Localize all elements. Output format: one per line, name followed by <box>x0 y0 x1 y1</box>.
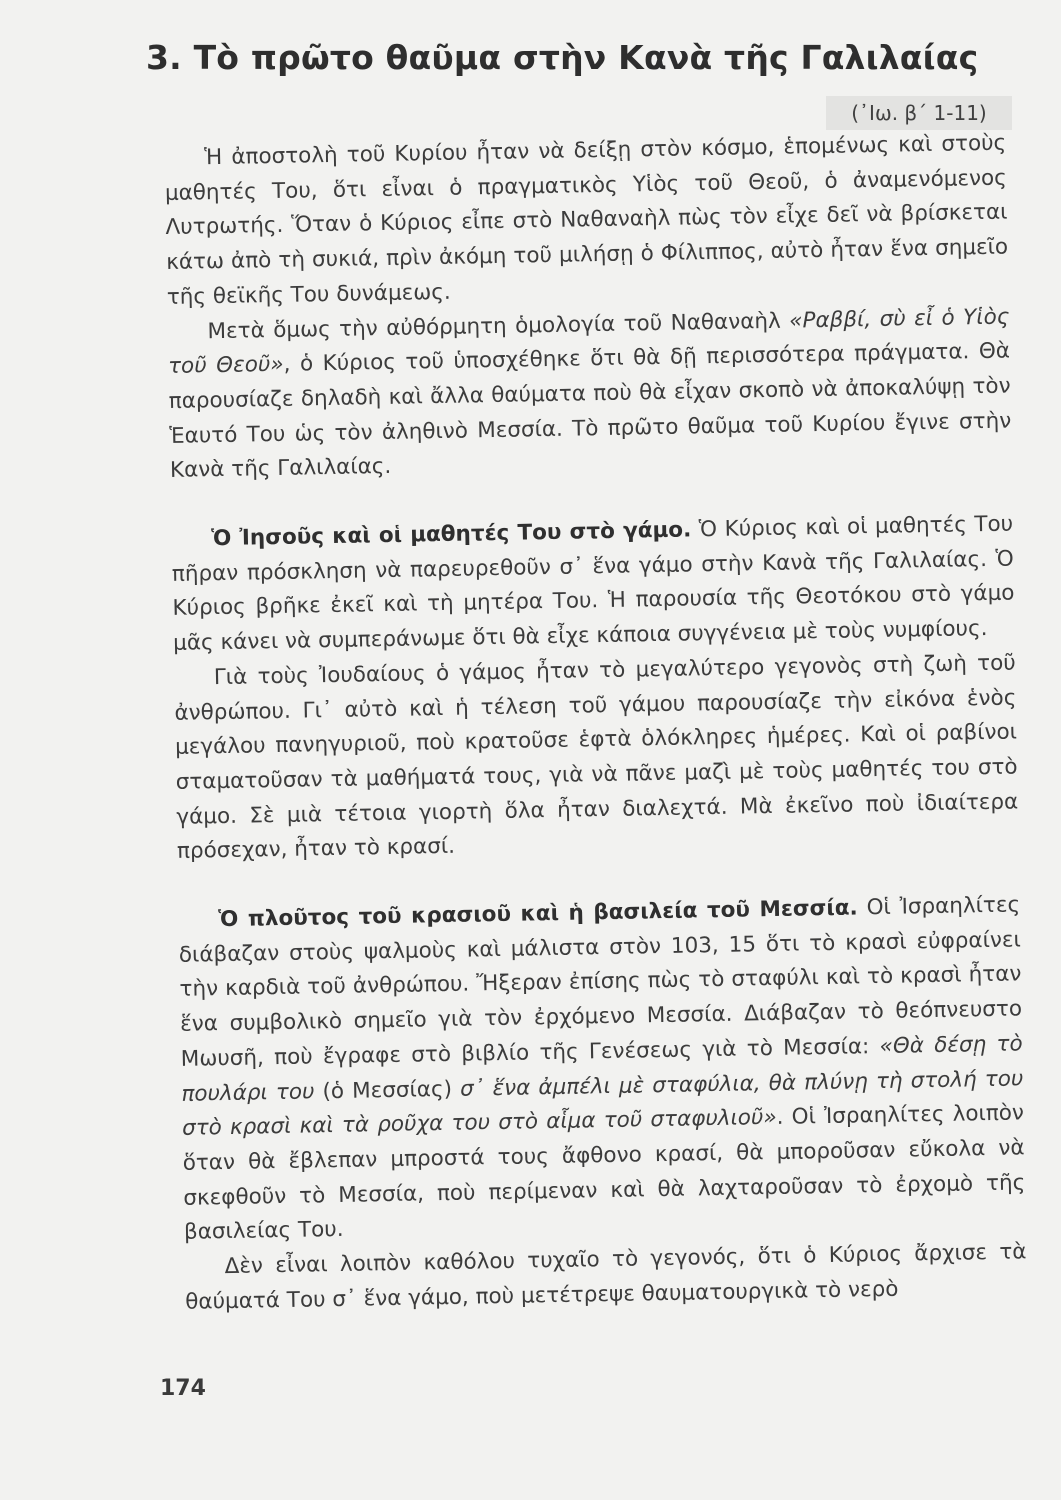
genesis-quote-a: «Θὰ δέσῃ τὸ πουλάρι του <box>181 1031 1023 1107</box>
section-wedding <box>171 508 1015 662</box>
section-heading-wine: Ὁ πλοῦτος τοῦ κρασιοῦ καὶ ἡ βασιλεία τοῦ Μεσσία. <box>218 895 858 933</box>
chapter-title: 3. Τὸ πρῶτο θαῦμα στὴν Κανὰ τῆς Γαλιλαίας <box>146 38 979 77</box>
section-wine-text-a: Οἱ Ἰσραηλίτες διάβαζαν στοὺς ψαλμοὺς καὶ μάλιστα στὸν 103, 15 ὅτι τὸ κρασὶ εὐφραίνει τὴν καρδιὰ τοῦ ἀνθρώπου. Ἤξεραν ἐπίσης πὼς τὸ σταφύλι καὶ τὸ κρασὶ ἦταν ἕνα συμβολικὸ σημεῖο γιὰ τὸν ἐρχόμενο Μεσσία. Διάβαζαν τὸ θεόπνευστο Μωυσῆ, ποὺ ἔγραφε στὸ βιβλίο τῆς Γενέσεως γιὰ τὸ Μεσσία: <box>178 892 1023 1072</box>
paragraph-intro: Ἡ ἀποστολὴ τοῦ Κυρίου ἦταν νὰ δείξῃ στὸν κόσμο, ἑπομένως καὶ στοὺς μαθητές Του, ὅτι εἶναι ὁ πραγματικὸς Υἱὸς τοῦ Θεοῦ, ὁ ἀναμενόμενος Λυτρωτής. Ὅταν ὁ Κύριος εἶπε στὸ Ναθαναὴλ πὼς τὸν εἶχε δεῖ νὰ βρίσκεται κάτω ἀπὸ τὴ συκιά, πρὶν ἀκόμη τοῦ μιλήσῃ ὁ Φίλιππος, αὐτὸ ἦταν ἕνα σημεῖο τῆς θεϊκῆς Του δυνάμεως. <box>164 130 1009 310</box>
genesis-quote-b: σ᾿ ἕνα ἀμπέλι μὲ σταφύλια, θὰ πλύνῃ τὴ στολή του στὸ κρασὶ καὶ τὰ ροῦχα του στὸ αἷμα τοῦ σταφυλιοῦ» <box>181 1065 1024 1142</box>
section-wine <box>178 889 1026 1251</box>
paragraph-conclusion: Δὲν εἶναι λοιπὸν καθόλου τυχαῖο τὸ γεγονός, ὅτι ὁ Κύριος ἄρχισε τὰ θαύματά Του σ᾿ ἕνα γάμο, ποὺ μετέτρεψε θαυματουργικὰ τὸ νερὸ <box>185 1239 1027 1315</box>
page-number: 174 <box>160 1376 206 1401</box>
paragraph-confession-start: Μετὰ ὅμως τὴν αὐθόρμητη ὁμολογία τοῦ Ναθαναὴλ <box>207 308 790 344</box>
scripture-reference: (᾿Ιω. β΄ 1-11) <box>826 96 1012 130</box>
nathanael-quote: «Ραββί, σὺ εἶ ὁ Υἱὸς τοῦ Θεοῦ» <box>167 304 1010 380</box>
paragraph-jewish-wedding: Γιὰ τοὺς Ἰουδαίους ὁ γάμος ἦταν τὸ μεγαλύτερο γεγονὸς στὴ ζωὴ τοῦ ἀνθρώπου. Γι᾿ αὐτὸ καὶ ἡ τέλεση τοῦ γάμου παρουσίαζε τὴν εἰκόνα ἑνὸς μεγάλου πανηγυριοῦ, ποὺ κρατοῦσε ἑφτὰ ὁλόκληρες ἡμέρες. Καὶ οἱ ραβίνοι σταματοῦσαν τὰ μαθήματά τους, γιὰ νὰ πᾶνε μαζὶ μὲ τοὺς μαθητές του στὸ γάμο. Σὲ μιὰ τέτοια γιορτὴ ὅλα ἦταν διαλεχτά. Μὰ ἐκεῖνο ποὺ ἰδιαίτερα πρόσεχαν, ἦταν τὸ κρασί. <box>174 650 1019 865</box>
paragraph-confession-end: , ὁ Κύριος τοῦ ὑποσχέθηκε ὅτι θὰ δῇ περισσότερα πράγματα. Θὰ παρουσίαζε δηλαδὴ καὶ ἄλλα θαύματα ποὺ θὰ εἶχαν σκοπὸ νὰ ἀποκαλύψῃ τὸν Ἑαυτό Του ὡς τὸν ἀληθινὸ Μεσσία. Τὸ πρῶτο θαῦμα τοῦ Κυρίου ἔγινε στὴν Κανὰ τῆς Γαλιλαίας. <box>168 338 1012 484</box>
section-wine-text-b: . Οἱ Ἰσραηλίτες λοιπὸν ὅταν θὰ ἔβλεπαν μπροστά τους ἄφθονο κρασί, θὰ μποροῦσαν εὔκολα νὰ σκεφθοῦν τὸ Μεσσία, ποὺ περίμεναν καὶ θὰ λαχταροῦσαν τὸ ἐρχομὸ τῆς βασιλείας Του. <box>182 1100 1026 1246</box>
body-text <box>164 127 1027 1321</box>
section-wedding-text: Ὁ Κύριος καὶ οἱ μαθητές Του πῆραν πρόσκληση νὰ παρευρεθοῦν σ᾿ ἕνα γάμο στὴν Κανὰ τῆς Γαλιλαίας. Ὁ Κύριος βρῆκε ἐκεῖ καὶ τὴ μητέρα Του. Ἡ παρουσία τῆς Θεοτόκου στὸ γάμο μᾶς κάνει νὰ συμπεράνωμε ὅτι θὰ εἶχε κάποια συγγένεια μὲ τοὺς νυμφίους. <box>171 511 1015 657</box>
genesis-parenthetical: (ὁ Μεσσίας) <box>314 1076 461 1104</box>
section-heading-wedding: Ὁ Ἰησοῦς καὶ οἱ μαθητές Του στὸ γάμο. <box>211 517 692 552</box>
paragraph-confession <box>167 300 1012 489</box>
